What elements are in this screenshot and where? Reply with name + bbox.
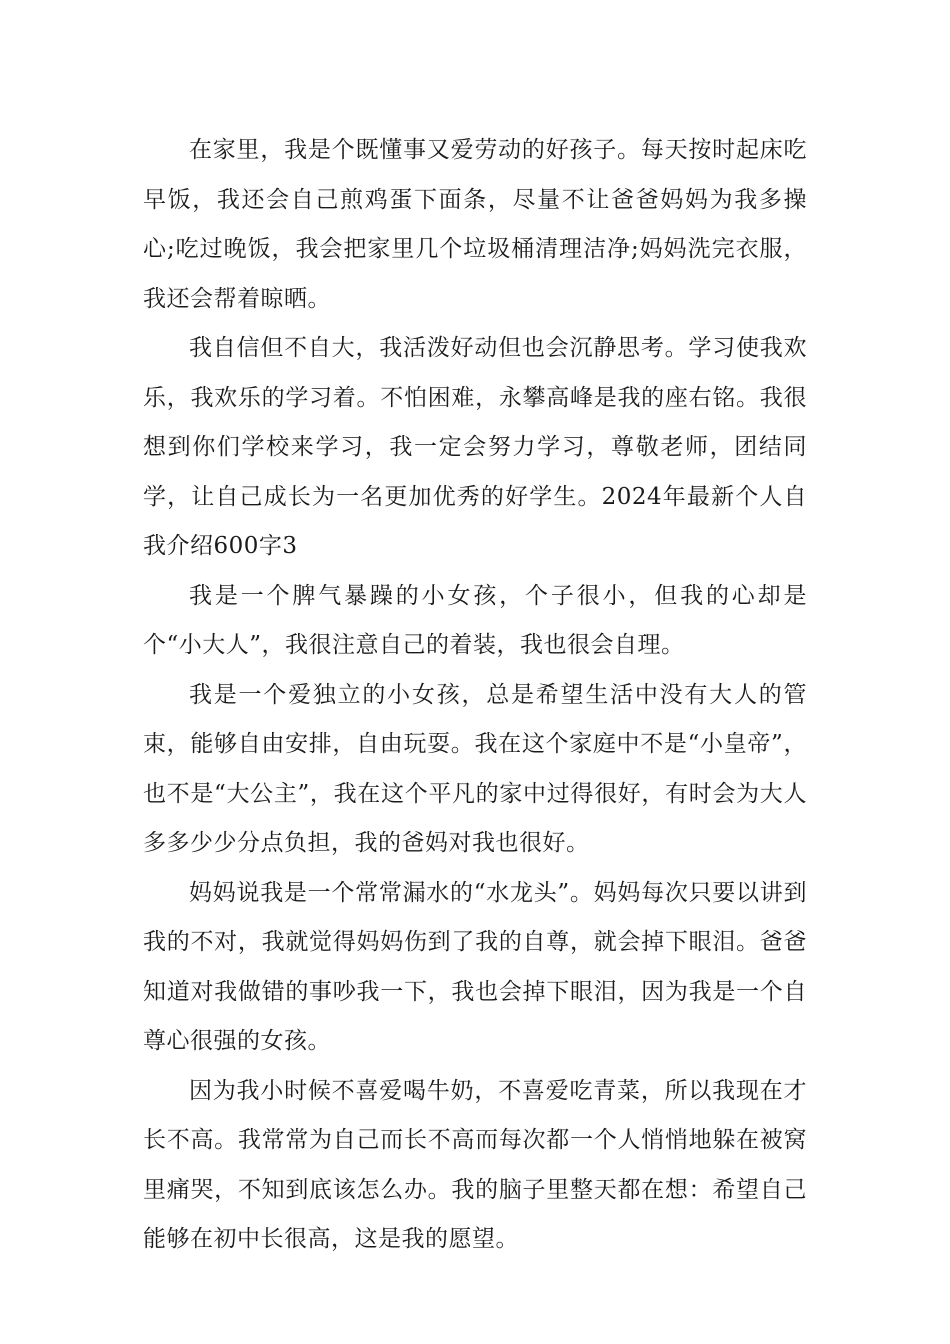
paragraph-1: 在家里，我是个既懂事又爱劳动的好孩子。每天按时起床吃早饭，我还会自己煎鸡蛋下面条，尽量不让爸爸妈妈为我多操心;吃过晚饭，我会把家里几个垃圾桶清理洁净;妈妈洗完衣服，我还会帮着晾晒。: [143, 137, 807, 312]
paragraph-5: 妈妈说我是一个常常漏水的“水龙头”。妈妈每次只要以讲到我的不对，我就觉得妈妈伤到了我的自尊，就会掉下眼泪。爸爸知道对我做错的事吵我一下，我也会掉下眼泪，因为我是一个自尊心很强的女孩。: [143, 879, 807, 1054]
paragraph-2: 我自信但不自大，我活泼好动但也会沉静思考。学习使我欢乐，我欢乐的学习着。不怕困难，永攀高峰是我的座右铭。我很想到你们学校来学习，我一定会努力学习，尊敬老师，团结同学，让自己成长为一名更加优秀的好学生。2024年最新个人自我介绍600字3: [143, 335, 807, 559]
paragraph-6: 因为我小时候不喜爱喝牛奶，不喜爱吃青菜，所以我现在才长不高。我常常为自己而长不高而每次都一个人悄悄地躲在被窝里痛哭，不知到底该怎么办。我的脑子里整天都在想：希望自己能够在初中长很高，这是我的愿望。: [143, 1077, 807, 1252]
paragraph-3: 我是一个脾气暴躁的小女孩，个子很小，但我的心却是个“小大人”，我很注意自己的着装，我也很会自理。: [143, 582, 807, 658]
paragraph-4: 我是一个爱独立的小女孩，总是希望生活中没有大人的管束，能够自由安排，自由玩耍。我在这个家庭中不是“小皇帝”，也不是“大公主”，我在这个平凡的家中过得很好，有时会为大人多多少少分点负担，我的爸妈对我也很好。: [143, 681, 807, 856]
document-page: [143, 126, 807, 1265]
